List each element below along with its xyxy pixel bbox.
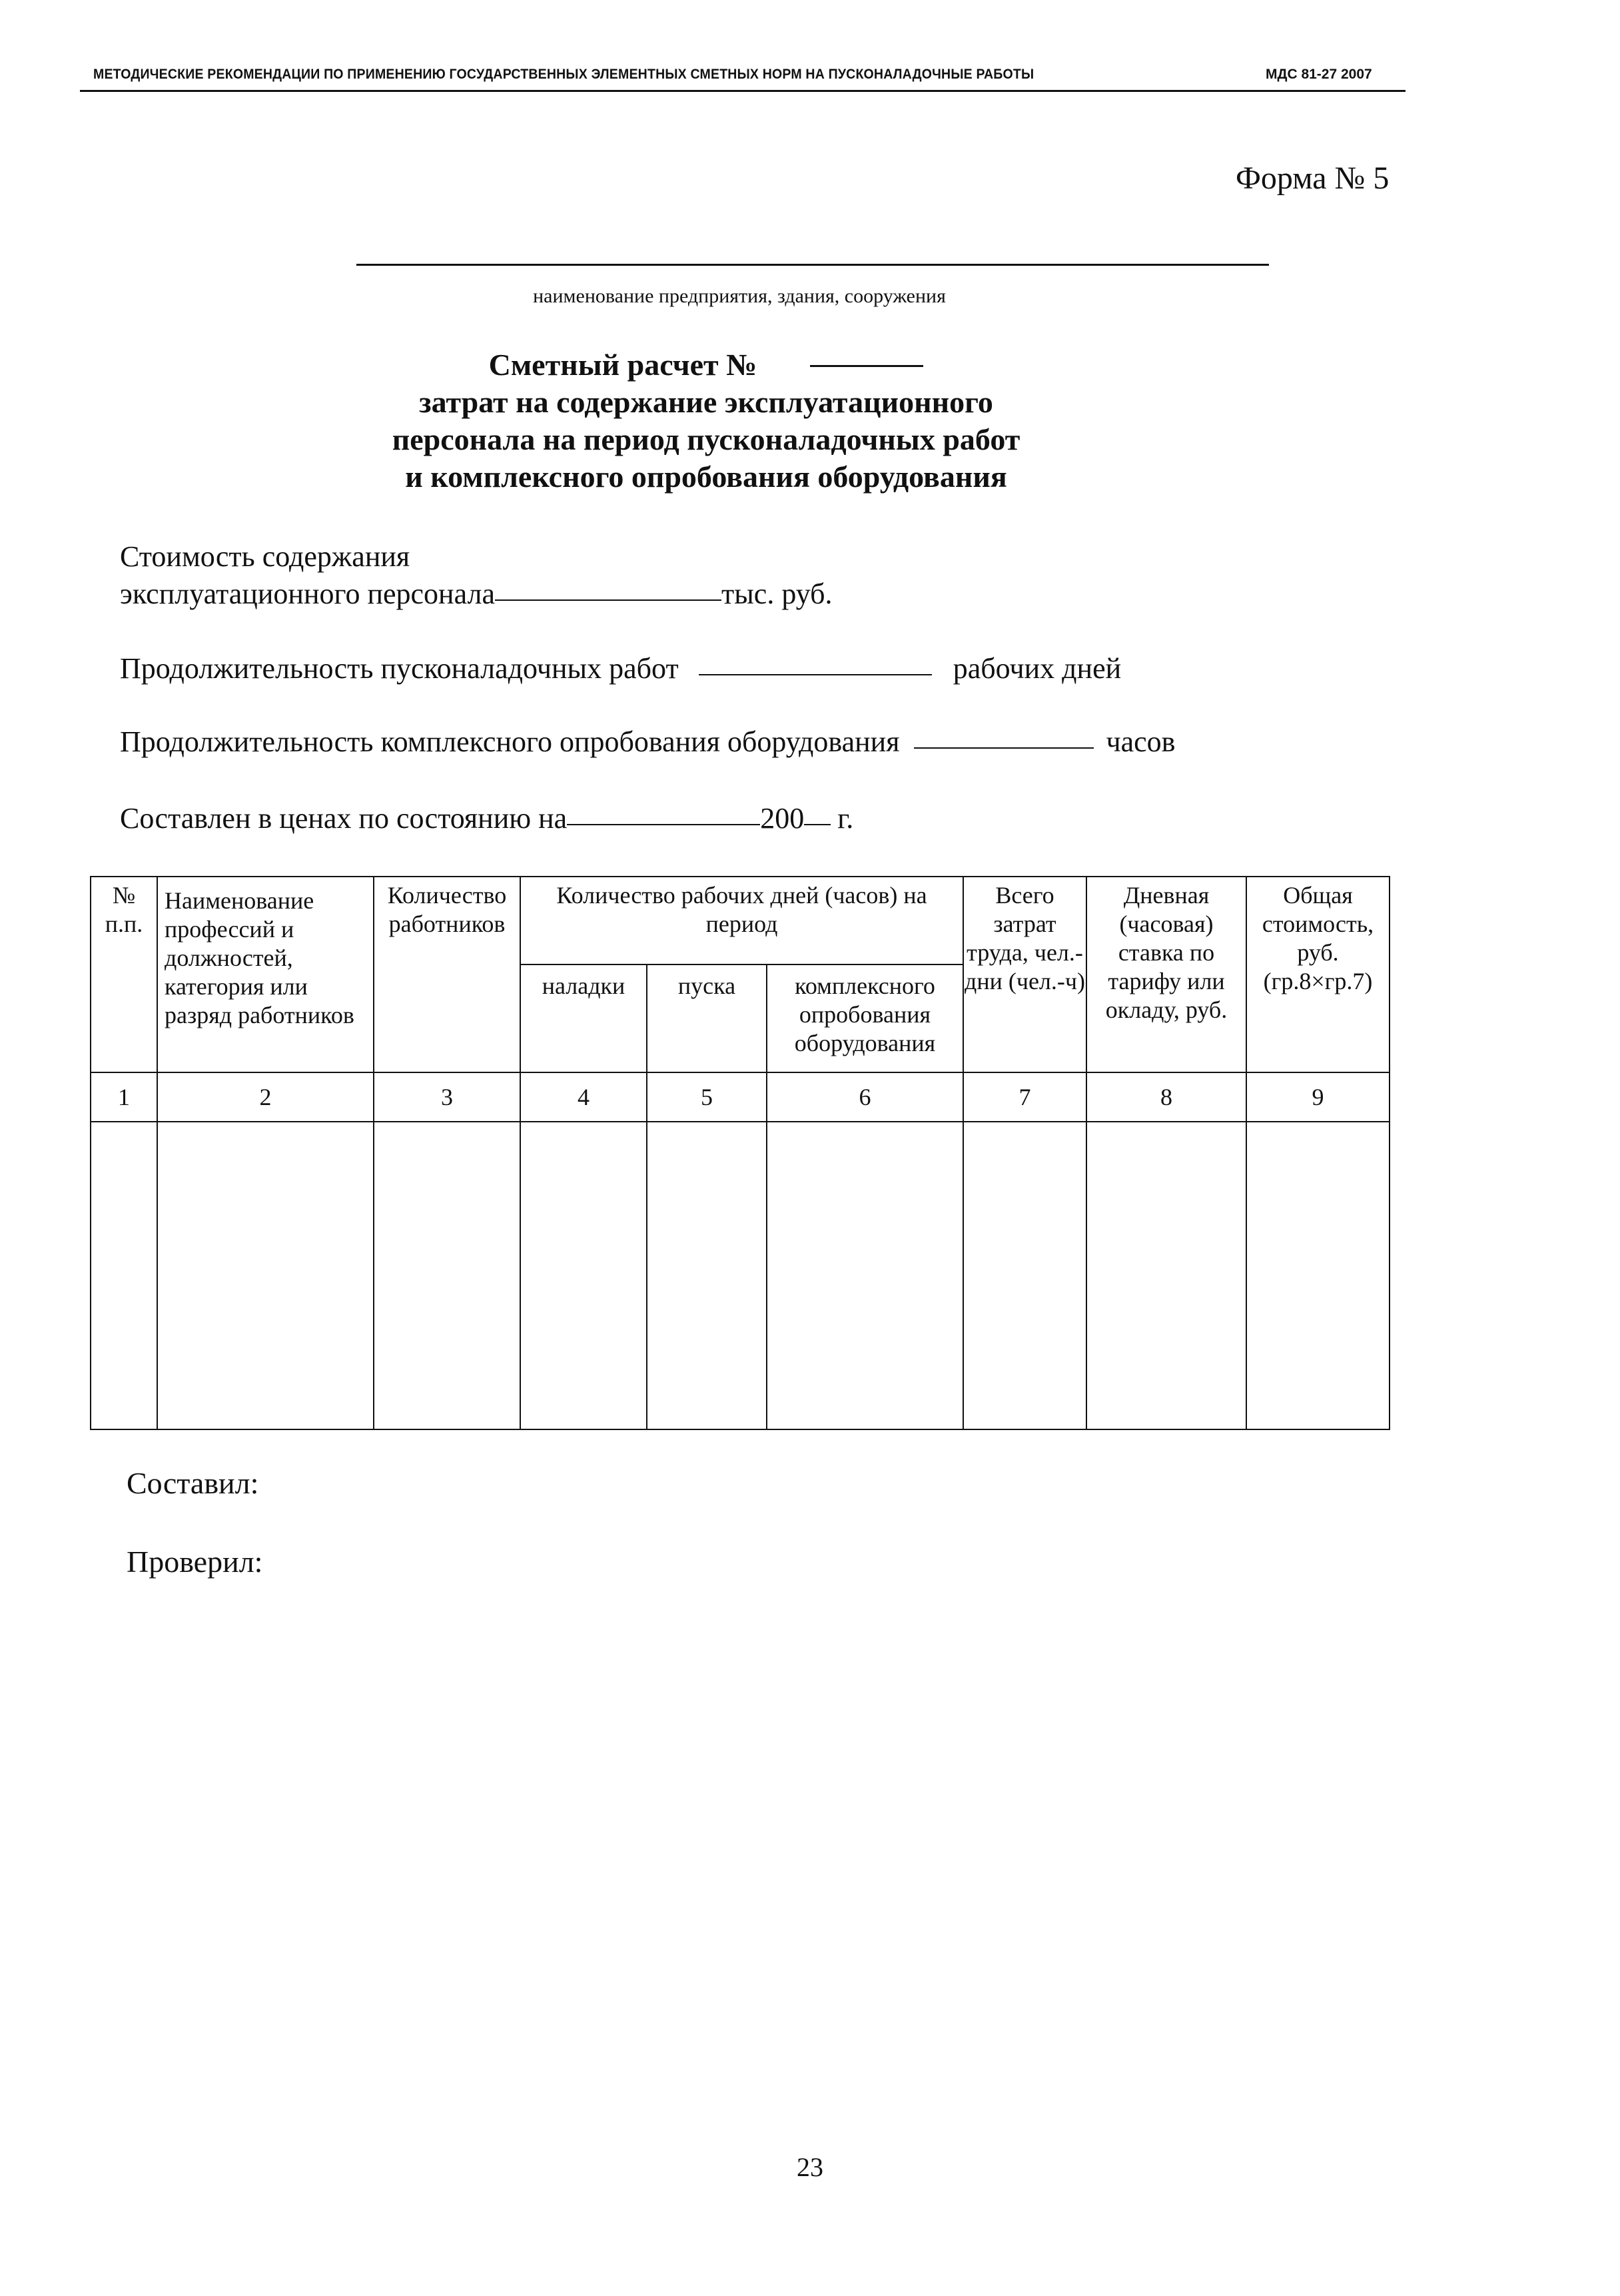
title-line-2: затрат на содержание эксплуатационного (419, 385, 993, 419)
table-cell (1086, 1122, 1246, 1429)
column-number: 9 (1246, 1072, 1390, 1122)
cost-unit: тыс. руб. (721, 577, 833, 610)
estimate-number-blank (810, 365, 923, 367)
header-col-2: Наименование профессий и должностей, категория или разряд работников (157, 877, 374, 1072)
table-cell (1246, 1122, 1390, 1429)
column-number: 2 (157, 1072, 374, 1122)
compiled-by-label: Составил: (127, 1466, 259, 1500)
column-number: 8 (1086, 1072, 1246, 1122)
column-number: 6 (767, 1072, 963, 1122)
organization-name-line (356, 264, 1269, 266)
document-code: МДС 81-27 2007 (1266, 67, 1372, 82)
header-col-5: пуска (647, 964, 767, 1072)
column-number: 1 (91, 1072, 157, 1122)
commissioning-label: Продолжительность пусконаладочных работ (120, 652, 679, 685)
testing-label: Продолжительность комплексного опробования оборудования (120, 725, 900, 758)
estimate-table (90, 876, 1390, 1430)
header-col-6: комплексного опробования оборудования (767, 964, 963, 1072)
table-cell (91, 1122, 157, 1429)
commissioning-duration-field (120, 651, 1121, 685)
cost-field (120, 577, 833, 611)
column-number: 5 (647, 1072, 767, 1122)
header-col-9: Общая стоимость, руб. (гр.8×гр.7) (1246, 877, 1390, 1072)
title-line-1-text: Сметный расчет № (488, 348, 757, 382)
table-row (91, 1122, 1390, 1429)
table-cell (157, 1122, 374, 1429)
title-line-4: и комплексного опробования оборудования (405, 460, 1007, 494)
header-col-3: Количество работников (374, 877, 520, 1072)
table-cell (374, 1122, 520, 1429)
prices-year-blank (804, 823, 831, 825)
prices-date-blank (567, 823, 760, 825)
table-cell (520, 1122, 647, 1429)
checked-by-label: Проверил: (127, 1545, 263, 1579)
header-col-8: Дневная (часовая) ставка по тарифу или окладу, руб. (1086, 877, 1246, 1072)
cost-blank (495, 599, 721, 601)
running-header (0, 0, 1620, 100)
organization-caption: наименование предприятия, здания, сооружения (533, 285, 946, 307)
header-col-7: Всего затрат труда, чел.-дни (чел.-ч) (963, 877, 1086, 1072)
testing-blank (914, 747, 1094, 749)
page-number: 23 (797, 2152, 823, 2182)
testing-unit: часов (1106, 725, 1176, 758)
column-number: 4 (520, 1072, 647, 1122)
prices-label: Составлен в ценах по состоянию на (120, 802, 568, 835)
commissioning-blank (699, 673, 932, 675)
prices-year-suffix: г. (837, 802, 854, 835)
column-numbers-row (91, 1072, 1390, 1122)
commissioning-unit: рабочих дней (953, 652, 1122, 685)
testing-duration-field (120, 725, 1175, 759)
header-col-1: № п.п. (91, 877, 157, 1072)
column-number: 7 (963, 1072, 1086, 1122)
table-cell (767, 1122, 963, 1429)
cost-label-line-1: Стоимость содержания (120, 540, 410, 573)
running-header-title: МЕТОДИЧЕСКИЕ РЕКОМЕНДАЦИИ ПО ПРИМЕНЕНИЮ ГОСУДАРСТВЕННЫХ ЭЛЕМЕНТНЫХ СМЕТНЫХ НОРМ НА ПУСКОНАЛАДОЧНЫЕ РАБОТЫ (93, 67, 1034, 82)
title-line-1 (200, 346, 1212, 384)
form-label: Форма № 5 (1236, 161, 1390, 196)
cost-label-line-2: эксплуатационного персонала (120, 577, 495, 610)
table-cell (963, 1122, 1086, 1429)
table-cell (647, 1122, 767, 1429)
prices-year: 200 (760, 802, 805, 835)
header-group-days: Количество рабочих дней (часов) на период (520, 877, 963, 964)
header-col-4: наладки (520, 964, 647, 1072)
prices-date-field (120, 801, 853, 835)
document-title (200, 346, 1212, 496)
header-rule (80, 90, 1406, 92)
column-number: 3 (374, 1072, 520, 1122)
title-line-3: персонала на период пусконаладочных работ (392, 422, 1020, 456)
